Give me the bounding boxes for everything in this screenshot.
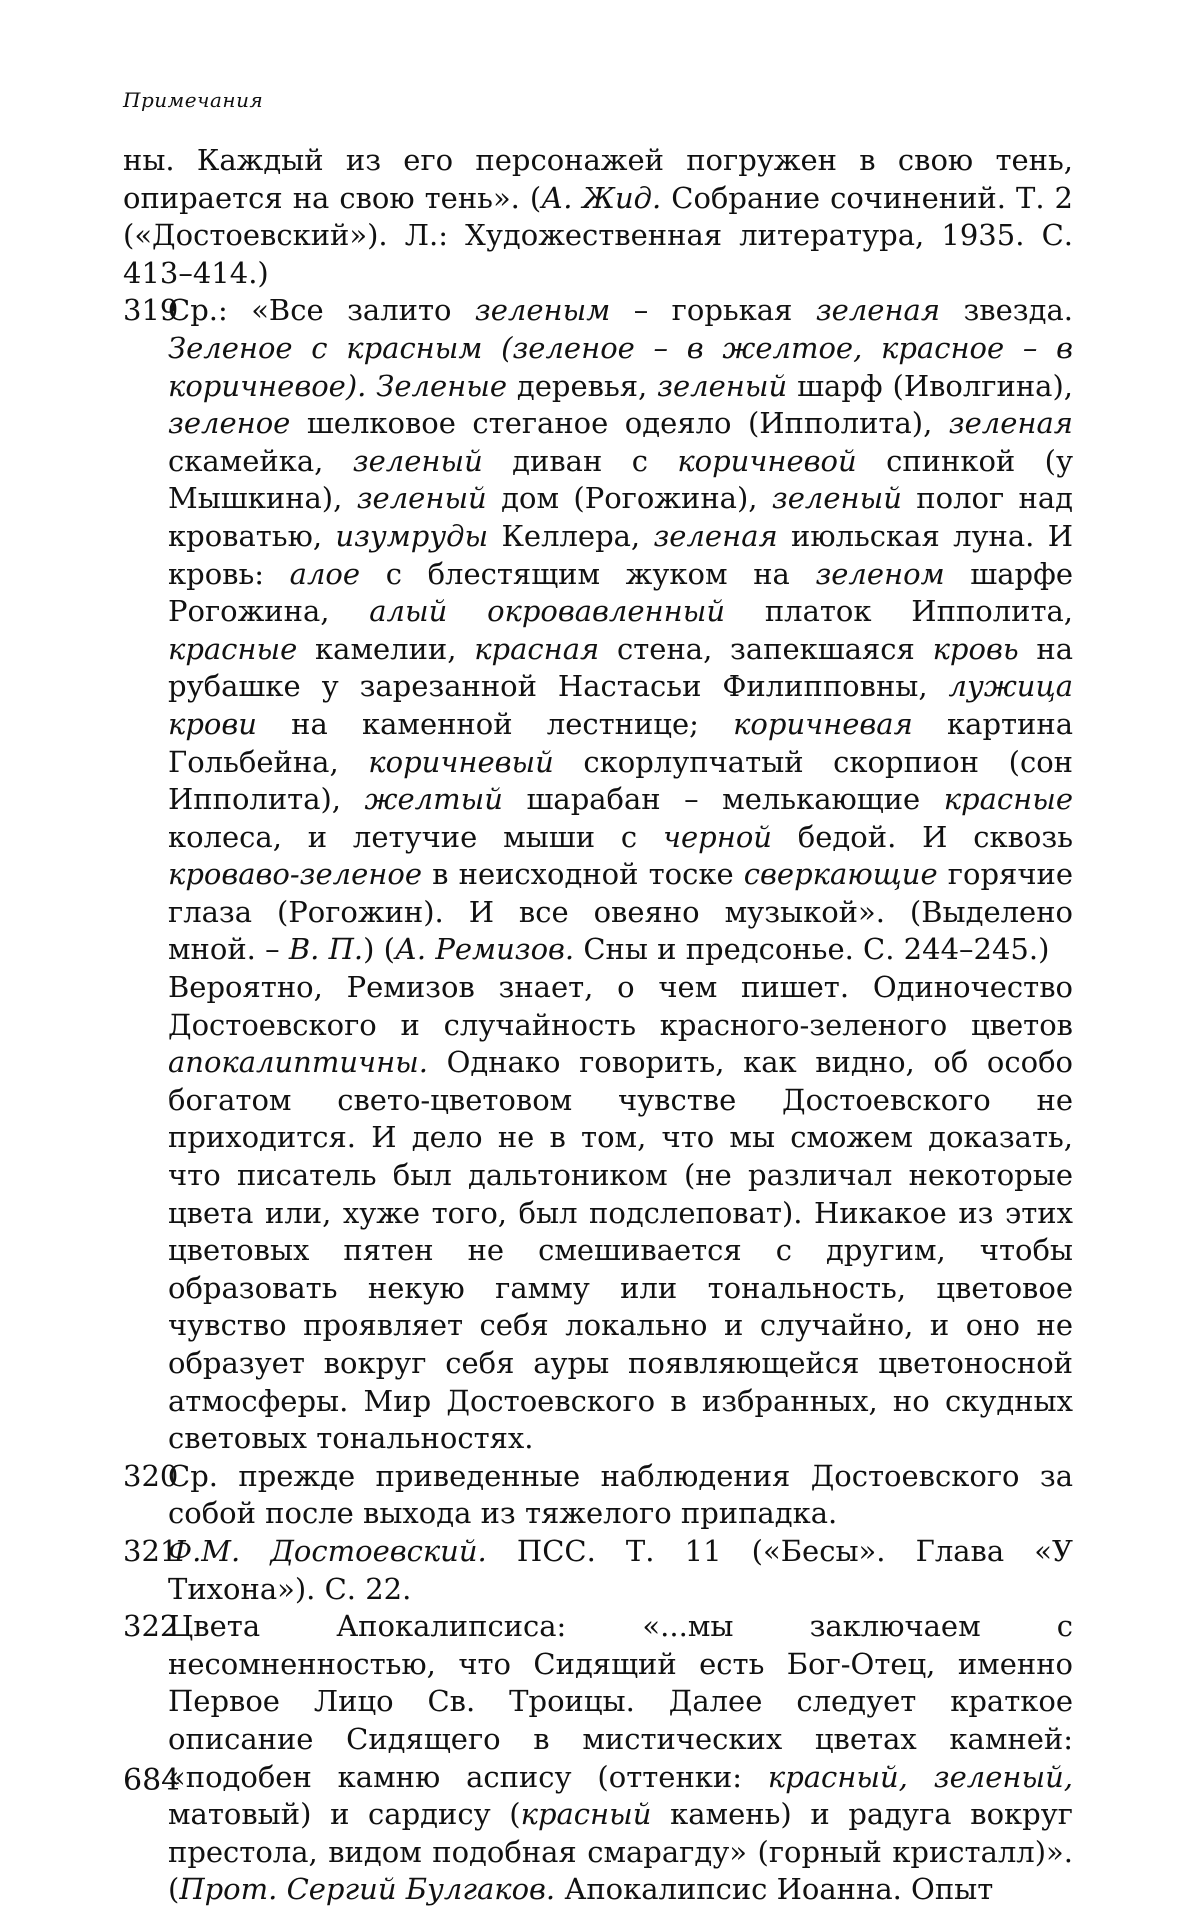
text-run: полог над кроватью,	[168, 481, 1073, 553]
italic-text: А. Ремизов.	[394, 932, 575, 967]
italic-text: зеленый	[356, 481, 487, 516]
text-run: спинкой (у Мышкина),	[168, 443, 1074, 516]
text-run: шарф (Иволгина),	[787, 368, 1073, 403]
text-run: Апокалипсис Иоанна. Опыт	[555, 1872, 994, 1907]
text-run: колеса, и летучие мыши с	[168, 819, 663, 854]
italic-text: коричневый	[368, 744, 554, 779]
text-run: июльская луна. И кровь:	[168, 518, 1074, 591]
text-run: картина Гольбейна,	[168, 706, 1074, 779]
italic-text: сверкающие	[743, 857, 938, 892]
text-run: горячие глаза (Рогожин). И все овеяно музыкой». (Выделено мной. –	[168, 857, 1073, 967]
text-run: Сны и предсонье. С. 244–245.)	[574, 932, 1050, 967]
text-run: с блестящим жуком на	[360, 556, 816, 591]
text-run: деревья,	[507, 368, 658, 403]
footnote-entry	[123, 292, 1073, 969]
italic-text: зеленая	[948, 406, 1073, 441]
italic-text: зеленая	[815, 293, 941, 328]
footnote-entry	[123, 1458, 1073, 1533]
italic-text: зеленый	[352, 443, 483, 478]
italic-text: алый окровавленный	[369, 594, 726, 629]
italic-text: Зеленое с красным (зеленое – в желтое, красное – в коричневое). Зеленые	[168, 330, 1073, 403]
italic-text: изумруды	[335, 518, 489, 553]
text-run: Ср.: «Все залито	[168, 293, 475, 328]
italic-text: апокалиптичны.	[168, 1045, 429, 1080]
footnote-entry	[123, 1608, 1073, 1909]
text-run: на рубашке у зарезанной Настасьи Филипповны,	[168, 631, 1073, 704]
text-run: ) (	[363, 932, 395, 967]
text-run: шелковое стеганое одеяло (Ипполита),	[290, 406, 949, 441]
text-run: Однако говорить, как видно, об особо богатом свето-цветовом чувстве Достоевского не приходится. И дело не в том, что мы сможем доказать, что писатель был дальтоником (не различал некоторые цвета или, хуже того, был подслеповат). Никакое из этих цветовых пятен не смешивается с другим, чтобы образовать некую гамму или тональность, цветовое чувство проявляет себя локально и случайно, и оно не образует вокруг себя ауры появляющейся цветоносной атмосферы. Мир Достоевского в избранных, но скудных световых тональностях.	[168, 1045, 1073, 1456]
italic-text: кровь	[932, 631, 1019, 666]
text-run: матовый) и сардису (	[168, 1797, 521, 1832]
running-header: Примечания	[123, 88, 264, 112]
paragraph	[123, 142, 1073, 292]
text-run: Ср. прежде приведенные наблюдения Достоевского за собой после выхода из тяжелого припадка.	[168, 1458, 1073, 1531]
italic-text: А. Жид.	[541, 180, 662, 215]
text-run: Келлера,	[488, 518, 654, 553]
italic-text: желтый	[364, 782, 503, 817]
text-run: скорлупчатый скорпион (сон Ипполита),	[168, 744, 1073, 817]
italic-text: Ф.М. Достоевский.	[168, 1533, 487, 1568]
text-run: ПСС. Т. 11 («Бесы». Глава «У Тихона»). С. 22.	[168, 1533, 1073, 1606]
notes-body	[123, 142, 1073, 1909]
text-run: Цвета Апокалипсиса: «...мы заключаем с несомненностью, что Сидящий есть Бог-Отец, именно Первое Лицо Св. Троицы. Далее следует краткое описание Сидящего в мистических цветах камней: «подобен камню аспису (оттенки:	[168, 1609, 1073, 1794]
text-run: камень) и радуга вокруг престола, видом подобная смарагду» (горный кристалл)». (	[168, 1797, 1073, 1907]
italic-text: алое	[289, 556, 361, 591]
paragraph	[123, 969, 1073, 1458]
italic-text: коричневая	[733, 706, 913, 741]
italic-text: красные	[168, 631, 298, 666]
text-run: шарфе Рогожина,	[168, 556, 1073, 629]
footnote-number: 320	[123, 1458, 179, 1493]
text-run: шарабан – мелькающие	[502, 782, 944, 817]
text-run: бедой. И сквозь	[771, 819, 1074, 854]
italic-text: красный	[520, 1797, 652, 1832]
italic-text: красная	[474, 631, 600, 666]
text-run: Собрание сочинений. Т. 2 («Достоевский»). Л.: Художественная литература, 1935. С. 413–414.)	[123, 180, 1073, 290]
italic-text: черной	[662, 819, 772, 854]
italic-text: В. П.	[288, 932, 364, 967]
text-run: скамейка,	[168, 443, 353, 478]
text-run: в неисходной тоске	[421, 857, 744, 892]
italic-text: лужица крови	[168, 669, 1073, 741]
text-run: ны. Каждый из его персонажей погружен в свою тень, опирается на свою тень». (	[123, 143, 1073, 215]
text-run: платок Ипполита,	[725, 594, 1073, 629]
text-run: дом (Рогожина),	[486, 481, 772, 516]
italic-text: Прот. Сергий Булгаков.	[179, 1872, 556, 1907]
text-run: Вероятно, Ремизов знает, о чем пишет. Одиночество Достоевского и случайность красного-зеленого цветов	[168, 970, 1073, 1042]
footnote-number: 322	[123, 1609, 179, 1644]
footnote-number: 321	[123, 1533, 179, 1568]
footnote-entry	[123, 1533, 1073, 1608]
text-run: – горькая	[610, 293, 816, 328]
italic-text: коричневой	[677, 443, 857, 478]
text-run: звезда.	[940, 293, 1073, 328]
italic-text: зеленая	[653, 518, 778, 553]
text-run: камелии,	[297, 631, 475, 666]
italic-text: зеленом	[815, 556, 945, 591]
italic-text: зеленый	[657, 368, 788, 403]
italic-text: кроваво-зеленое	[168, 857, 422, 892]
italic-text: зеленое	[168, 406, 291, 441]
italic-text: красные	[943, 782, 1073, 817]
italic-text: зеленый	[771, 481, 902, 516]
text-run: на каменной лестнице;	[256, 706, 734, 741]
page-number: 684	[123, 1763, 181, 1798]
italic-text: зеленым	[474, 293, 611, 328]
text-run: стена, запекшаяся	[599, 631, 933, 666]
italic-text: красный, зеленый,	[767, 1759, 1073, 1794]
text-run: диван с	[482, 443, 678, 478]
footnote-number: 319	[123, 293, 179, 328]
